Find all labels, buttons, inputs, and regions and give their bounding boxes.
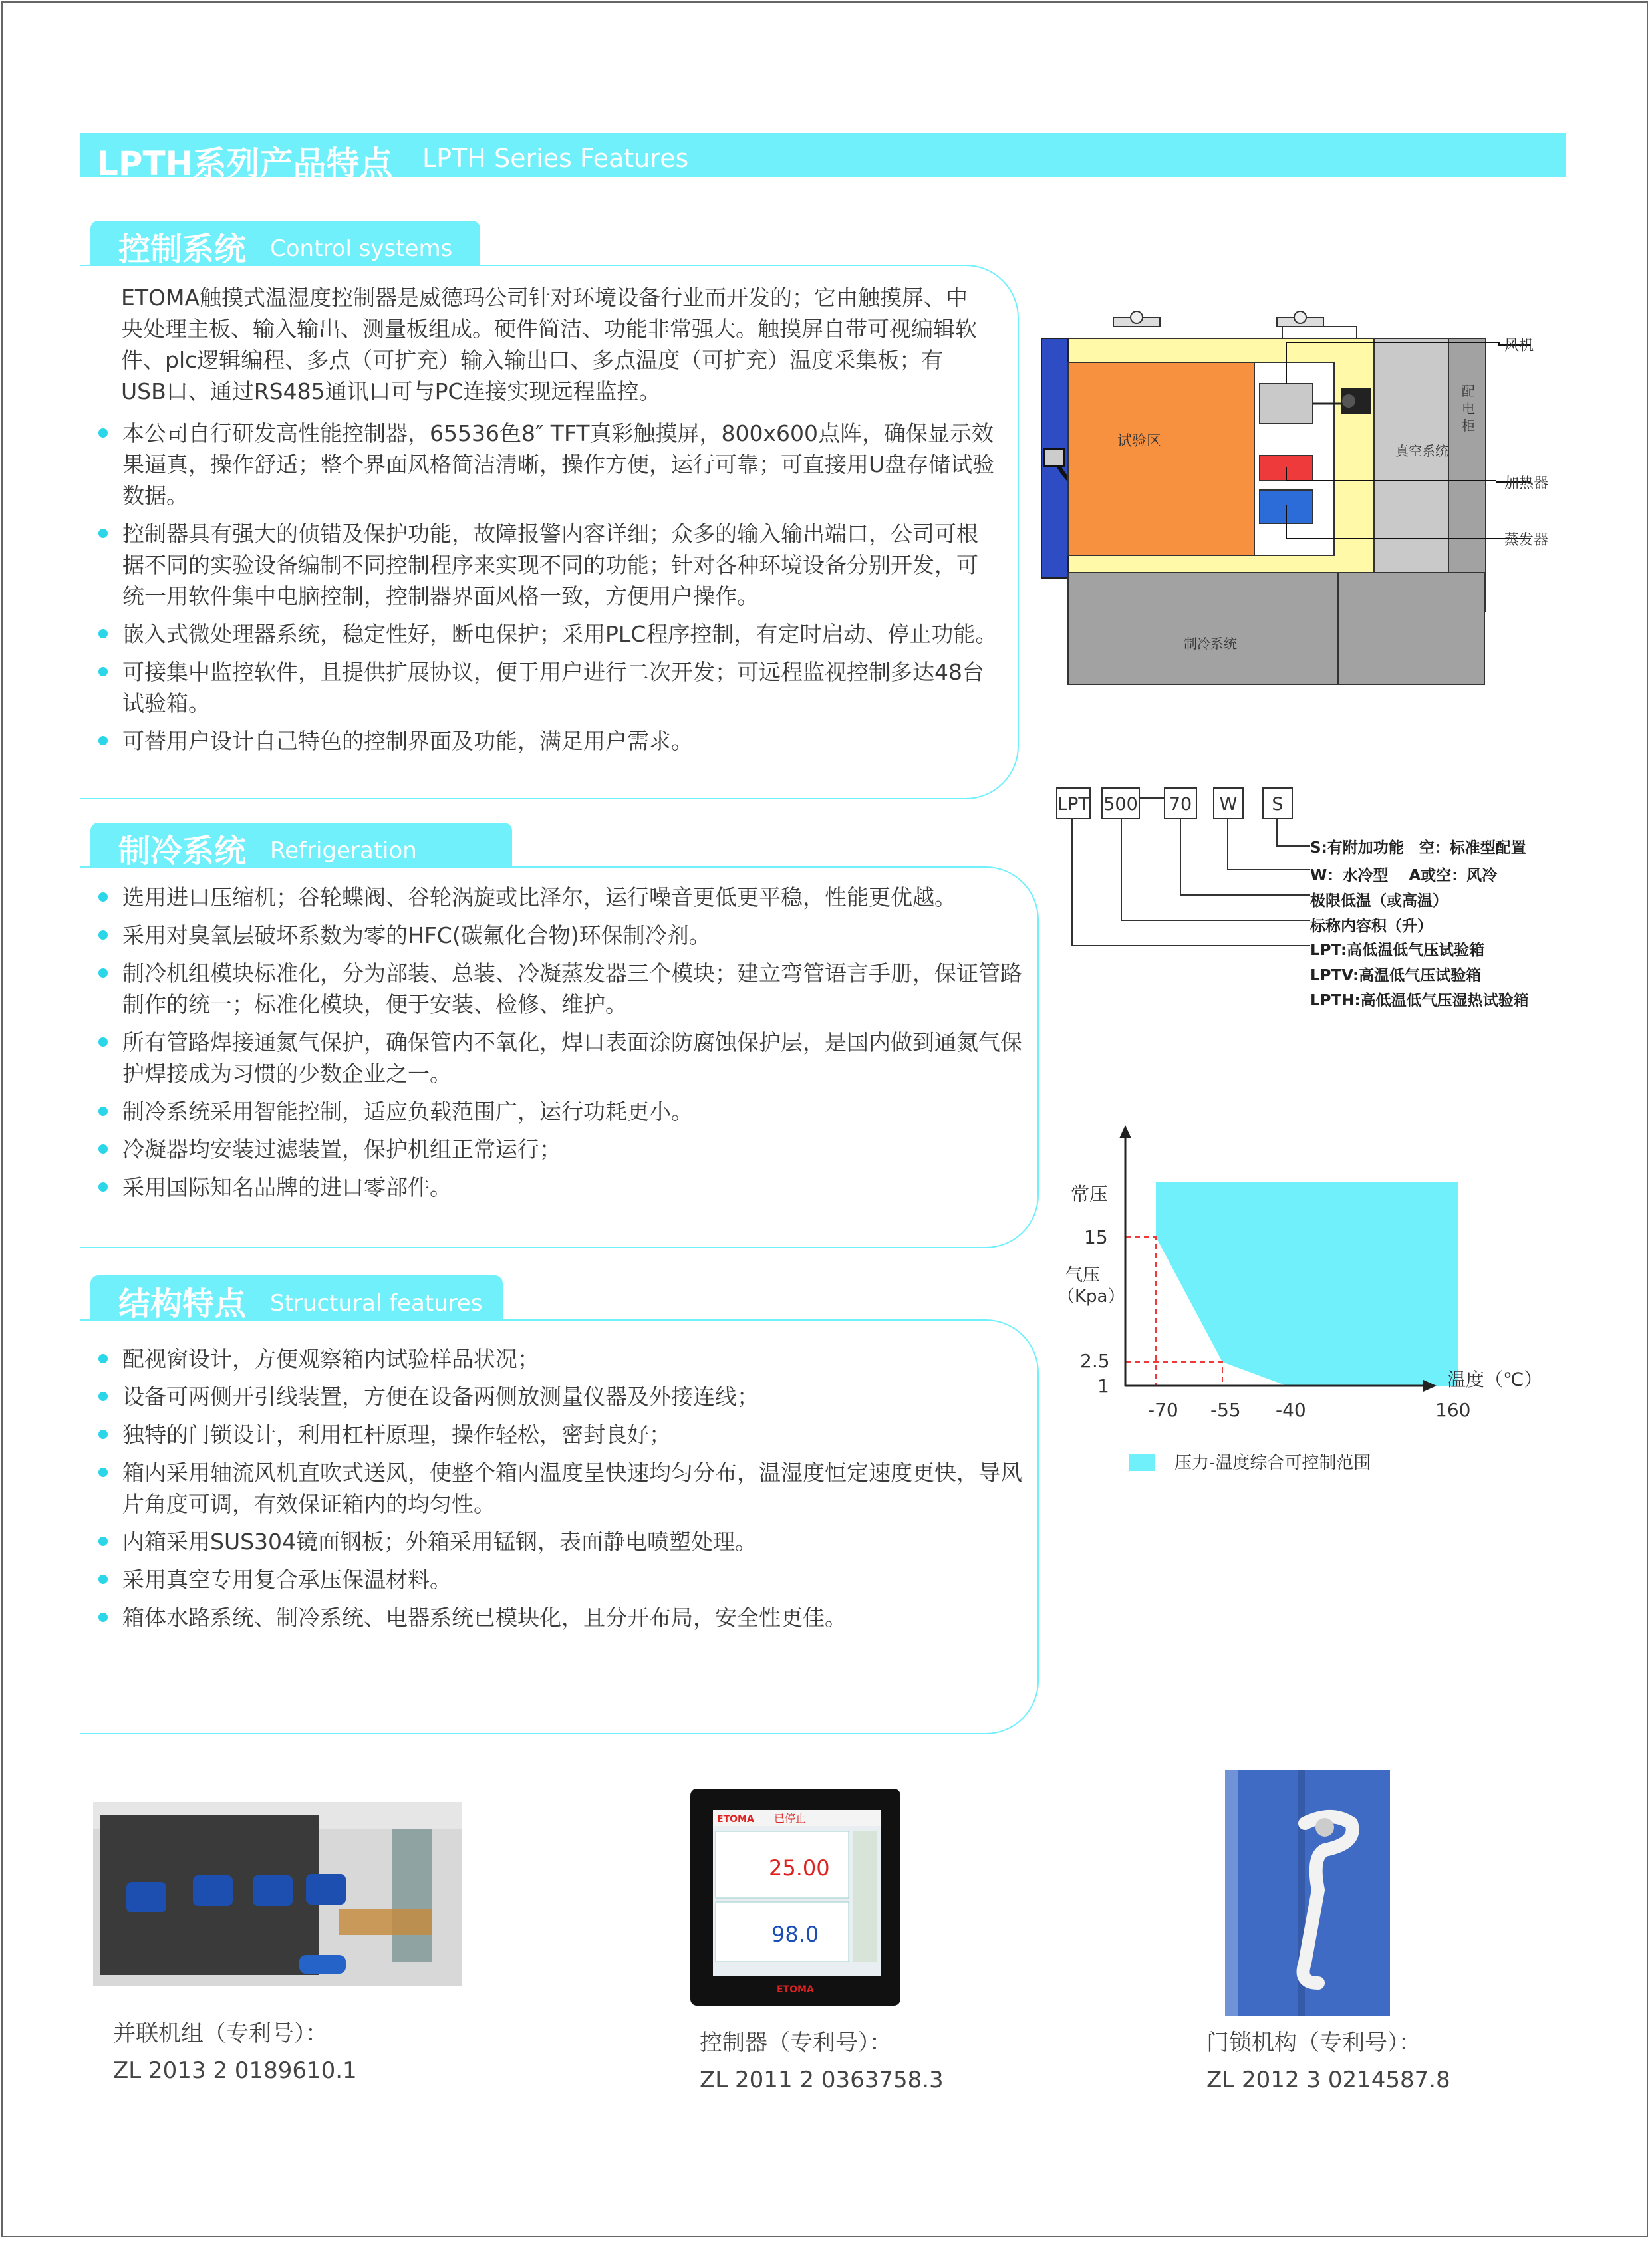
bullet-text: 采用国际知名品牌的进口零部件。: [122, 1174, 452, 1200]
caption-compressor: [113, 2015, 357, 2089]
bullet-dot-icon: [98, 736, 108, 745]
fan-box: [1260, 384, 1313, 424]
control-bullets: [93, 418, 998, 763]
list-item: [93, 656, 998, 719]
header-bar: [80, 133, 1566, 183]
list-item: [93, 1457, 1024, 1519]
section-title-cn: 制冷系统: [118, 833, 247, 870]
bullet-text: 本公司自行研发高性能控制器，65536色8″ TFT真彩触摸屏，800x600点阵，确保显示效果逼真，操作舒适；整个界面风格简洁清晰，操作方便，运行可靠；可直接用U盘存储试验数据。: [122, 420, 995, 509]
section-tab-refrig: [90, 823, 512, 890]
bullet-text: 控制器具有强大的侦错及保护功能，故障报警内容详细；众多的输入输出端口，公司可根据不同的实验设备编制不同控制程序来实现不同的功能；针对各种环境设备分别开发，可统一用软件集中电脑控制，控制器界面风格一致，方便用户操作。: [122, 521, 978, 609]
bullet-dot-icon: [98, 1182, 108, 1192]
bullet-dot-icon: [98, 1430, 108, 1439]
y-tick-15: 15: [1084, 1226, 1108, 1248]
header-title-en: LPTH Series Features: [422, 144, 689, 173]
bullet-text: 配视窗设计，方便观察箱内试验样品状况；: [122, 1346, 539, 1372]
x-tick: -40: [1276, 1399, 1306, 1421]
bullet-dot-icon: [98, 1575, 108, 1584]
code-desc: W：水冷型 A或空：风冷: [1310, 867, 1498, 884]
list-item: [93, 1526, 1024, 1557]
section-tab-control: [90, 221, 480, 268]
bullet-dot-icon: [98, 1037, 108, 1047]
controller-brand-top: ETOMA: [717, 1814, 754, 1825]
bullet-dot-icon: [98, 667, 108, 676]
door-lock-photo: [1225, 1770, 1390, 2016]
list-item: [93, 1134, 1024, 1165]
list-item: [93, 1381, 1024, 1412]
bullet-text: 内箱采用SUS304镜面钢板；外箱采用锰钢，表面静电喷塑处理。: [122, 1529, 757, 1555]
x-axis-label: 温度（℃）: [1447, 1369, 1543, 1390]
controller-brand-bottom: ETOMA: [777, 1984, 814, 1995]
section-title-cn: 控制系统: [118, 231, 247, 268]
model-code-lines: [1051, 785, 1317, 1024]
bullet-text: 嵌入式微处理器系统，稳定性好，断电保护；采用PLC程序控制，有定时启动、停止功能。: [122, 621, 998, 647]
caption-lock: [1206, 2024, 1450, 2099]
caption-patent: ZL 2013 2 0189610.1: [113, 2057, 357, 2084]
list-item: [93, 618, 998, 650]
list-item: [93, 418, 998, 511]
list-item: [93, 1602, 1024, 1633]
bullet-dot-icon: [98, 892, 108, 902]
bullet-dot-icon: [98, 1392, 108, 1401]
y-axis-label-2: （Kpa）: [1057, 1287, 1125, 1307]
bullet-text: 选用进口压缩机；谷轮蝶阀、谷轮涡旋或比泽尔，运行噪音更低更平稳，性能更优越。: [122, 884, 956, 910]
code-desc: 标称内容积（升）: [1310, 918, 1433, 935]
vacuum-label: 真空系统: [1395, 443, 1448, 459]
list-item: [93, 958, 1024, 1020]
bullet-dot-icon: [98, 1144, 108, 1154]
bullet-text: 独特的门锁设计，利用杠杆原理，操作轻松，密封良好；: [122, 1422, 671, 1448]
x-tick: 160: [1435, 1399, 1471, 1421]
bullet-text: 箱体水路系统、制冷系统、电器系统已模块化，且分开布局，安全性更佳。: [122, 1605, 847, 1631]
y-axis-label-1: 气压: [1065, 1265, 1101, 1285]
caption-controller: [700, 2024, 944, 2099]
equipment-diagram: [1031, 303, 1583, 728]
list-item: [93, 725, 998, 757]
controller-status: 已停止: [774, 1812, 807, 1825]
section-title-en: Refrigeration systems: [270, 837, 417, 890]
evaporator-label: 蒸发器: [1504, 532, 1549, 549]
caption-title: 门锁机构（专利号）：: [1206, 2030, 1421, 2056]
list-item: [93, 882, 1024, 913]
caption-title: 并联机组（专利号）：: [113, 2020, 328, 2047]
bullet-text: 设备可两侧开引线装置，方便在设备两侧放测量仪器及外接连线；: [122, 1384, 759, 1410]
bullet-dot-icon: [98, 968, 108, 978]
legend-swatch: [1129, 1454, 1155, 1471]
list-item: [93, 1027, 1024, 1089]
list-item: [93, 1172, 1024, 1203]
list-item: [93, 1564, 1024, 1595]
list-item: [93, 1419, 1024, 1450]
heater-label: 加热器: [1504, 475, 1549, 492]
list-item: [93, 1343, 1024, 1375]
list-item: [93, 1096, 1024, 1127]
cabinet-area: [1448, 338, 1486, 611]
bullet-text: 制冷系统采用智能控制，适应负载范围广，运行功耗更小。: [122, 1099, 693, 1124]
caption-patent: ZL 2011 2 0363758.3: [700, 2067, 944, 2093]
refrig-label: 制冷系统: [1184, 636, 1237, 652]
fan-label: 风机: [1504, 338, 1534, 354]
structure-bullets: [93, 1343, 1024, 1640]
controller-temp: 25.00: [769, 1855, 830, 1881]
compressor-photo: [93, 1802, 462, 1986]
bullet-dot-icon: [98, 1107, 108, 1116]
top-handles: [1113, 311, 1357, 338]
section-title-cn: 结构特点: [118, 1285, 247, 1323]
bullet-dot-icon: [98, 1468, 108, 1477]
cabinet-label: 配电柜: [1462, 383, 1475, 434]
test-zone: [1068, 362, 1268, 555]
header-title-cn: LPTH系列产品特点: [97, 144, 393, 183]
code-desc: LPTH:高低温低气压湿热试验箱: [1310, 992, 1529, 1009]
bullet-dot-icon: [98, 1613, 108, 1622]
bullet-text: 冷凝器均安装过滤装置，保护机组正常运行；: [122, 1136, 561, 1162]
list-item: [93, 920, 1024, 951]
bullet-text: 可接集中监控软件，且提供扩展协议，便于用户进行二次开发；可远程监视控制多达48台试验箱。: [122, 659, 984, 716]
list-item: [93, 518, 998, 612]
bullet-text: 采用真空专用复合承压保温材料。: [122, 1567, 452, 1593]
section-title-en: Structural features: [270, 1290, 483, 1317]
y-label-top: 常压: [1071, 1183, 1109, 1205]
x-tick: -55: [1210, 1399, 1241, 1421]
bullet-dot-icon: [98, 529, 108, 538]
y-tick-2-5: 2.5: [1080, 1350, 1110, 1372]
code-desc: LPT:高低温低气压试验箱: [1310, 942, 1485, 959]
bullet-text: 采用对臭氧层破坏系数为零的HFC(碳氟化合物)环保制冷剂。: [122, 922, 711, 948]
controller-photo: [689, 1787, 902, 2007]
bullet-dot-icon: [98, 930, 108, 940]
chart-area-polygon: [1156, 1182, 1458, 1386]
code-box-volume: 500: [1101, 787, 1140, 819]
bullet-text: 所有管路焊接通氮气保护，确保管内不氧化，焊口表面涂防腐蚀保护层，是国内做到通氮气保护焊接成为习惯的少数企业之一。: [122, 1029, 1022, 1087]
controller-humid: 98.0: [771, 1922, 819, 1947]
test-zone-label: 试验区: [1117, 433, 1162, 450]
code-box-temp: 70: [1164, 787, 1197, 819]
pressure-temp-chart: [1051, 1124, 1556, 1483]
caption-title: 控制器（专利号）：: [700, 2030, 892, 2056]
bullet-dot-icon: [98, 428, 108, 438]
control-intro: ETOMA触摸式温湿度控制器是威德玛公司针对环境设备行业而开发的；它由触摸屏、中央处理主板、输入输出、测量板组成。硬件简洁、功能非常强大。触摸屏自带可视编辑软件、plc逻辑编程、多点（可扩充）输入输出口、多点温度（可扩充）温度采集板；有USB口、通过RS485通讯口可与PC连接实现远程监控。: [121, 285, 977, 404]
legend-label: 压力-温度综合可控制范围: [1174, 1453, 1371, 1473]
bullet-text: 箱内采用轴流风机直吹式送风，使整个箱内温度呈快速均匀分布，温湿度恒定速度更快，导风片角度可调，有效保证箱内的均匀性。: [122, 1460, 1022, 1517]
bullet-text: 制冷机组模块标准化，分为部装、总装、冷凝蒸发器三个模块；建立弯管语言手册，保证管路制作的统一；标准化模块，便于安装、检修、维护。: [122, 960, 1022, 1017]
section-title-en: Control systems: [270, 235, 453, 262]
code-desc: 极限低温（或高温）: [1310, 892, 1448, 910]
bullet-dot-icon: [98, 1537, 108, 1546]
caption-patent: ZL 2012 3 0214587.8: [1206, 2067, 1450, 2093]
x-tick: -70: [1148, 1399, 1178, 1421]
refrig-bullets: [93, 882, 1024, 1210]
refrigeration-base: [1068, 573, 1484, 684]
section-tab-structure: [90, 1275, 503, 1323]
code-box-cooling: W: [1213, 787, 1244, 819]
bullet-text: 可替用户设计自己特色的控制界面及功能，满足用户需求。: [122, 728, 693, 754]
y-tick-1: 1: [1097, 1375, 1109, 1397]
code-box-lpt: LPT: [1056, 787, 1091, 819]
code-desc: S:有附加功能 空：标准型配置: [1310, 839, 1526, 857]
code-desc: LPTV:高温低气压试验箱: [1310, 967, 1482, 984]
bullet-dot-icon: [98, 629, 108, 638]
code-box-option: S: [1262, 787, 1293, 819]
bullet-dot-icon: [98, 1354, 108, 1363]
